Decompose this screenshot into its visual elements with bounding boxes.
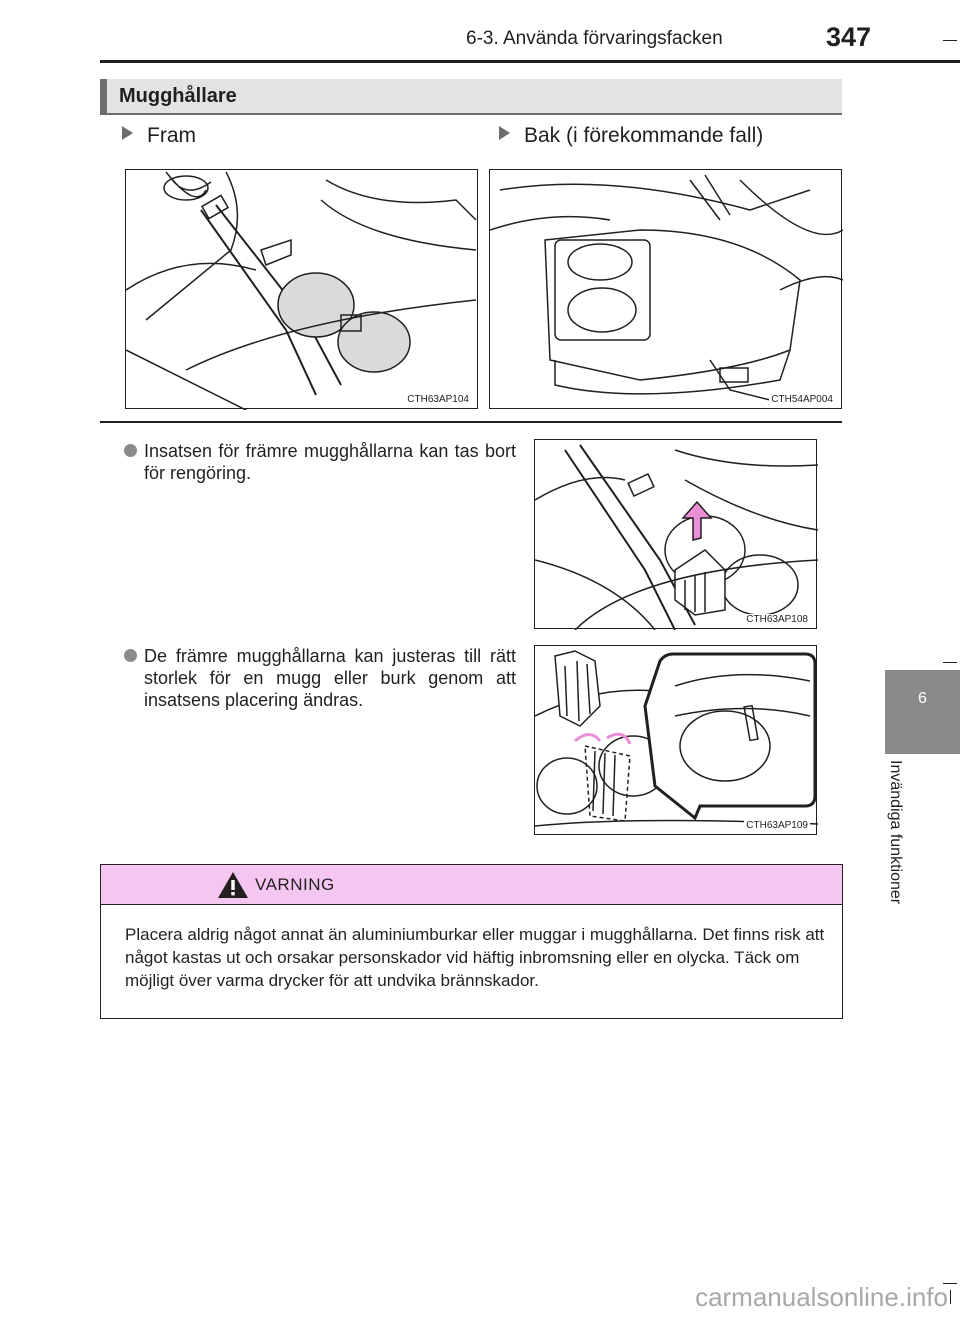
- rear-label: Bak (i förekommande fall): [524, 124, 764, 147]
- warning-triangle-icon: [217, 871, 249, 899]
- footer-watermark: carmanualsonline.info: [695, 1282, 948, 1312]
- triangle-bullet-icon: [499, 126, 510, 140]
- chapter-tab: [885, 670, 960, 754]
- warning-header: [101, 865, 842, 905]
- crop-mark: [950, 1290, 951, 1304]
- section-header: [100, 79, 842, 113]
- remove-insert-drawing: [535, 440, 818, 630]
- front-figure-code: CTH63AP104: [407, 394, 469, 405]
- bullet-remove-insert: [124, 440, 516, 490]
- triangle-bullet-icon: [122, 126, 133, 140]
- chapter-tab-label-text: Invändiga funktioner: [887, 760, 904, 905]
- bullet-text: De främre mugghållarna kan justeras till rätt storlek för en mugg eller burk genom att insatsens placering ändras.: [144, 646, 516, 710]
- section-title: Mugghållare: [119, 85, 237, 107]
- adjust-insert-drawing: [535, 646, 818, 836]
- front-cupholder-illustration: [125, 169, 478, 409]
- bullet-dot: [124, 649, 137, 662]
- remove-figure-code: CTH63AP108: [746, 614, 808, 625]
- adjust-figure-code: CTH63AP109: [746, 820, 808, 831]
- header-rule: [100, 60, 960, 63]
- rear-cupholder-drawing: [490, 170, 843, 410]
- front-cupholder-drawing: [126, 170, 479, 410]
- warning-text: Placera aldrig något annat än aluminiumburkar eller muggar i mugghållarna. Det finns risk att något kastas ut och orsakar personskador vid häftig inbromsning eller en olycka. Täck om möjligt över varma drycker för att undvika brännskador.: [125, 925, 825, 990]
- adjust-insert-illustration: [534, 645, 817, 835]
- section-rule: [100, 113, 842, 115]
- bullet-adjust-insert: [124, 645, 516, 715]
- bullet-dot: [124, 444, 137, 457]
- rear-cupholder-illustration: [489, 169, 842, 409]
- subheading-rear: [499, 124, 763, 148]
- warning-label: VARNING: [255, 875, 335, 894]
- warning-box: [100, 864, 843, 1019]
- crop-mark: [943, 662, 957, 663]
- chapter-tab-number: 6: [918, 690, 927, 707]
- chapter-title: 6-3. Använda förvaringsfacken: [466, 28, 723, 49]
- page-number: 347: [826, 22, 872, 52]
- section-divider: [100, 421, 842, 423]
- remove-insert-illustration: [534, 439, 817, 629]
- rear-figure-code: CTH54AP004: [771, 394, 833, 405]
- bullet-text: Insatsen för främre mugghållarna kan tas bort för rengöring.: [144, 441, 516, 483]
- front-label: Fram: [147, 124, 196, 147]
- crop-mark: [943, 40, 957, 41]
- subheading-front: [122, 124, 196, 148]
- chapter-tab-label: [886, 760, 922, 960]
